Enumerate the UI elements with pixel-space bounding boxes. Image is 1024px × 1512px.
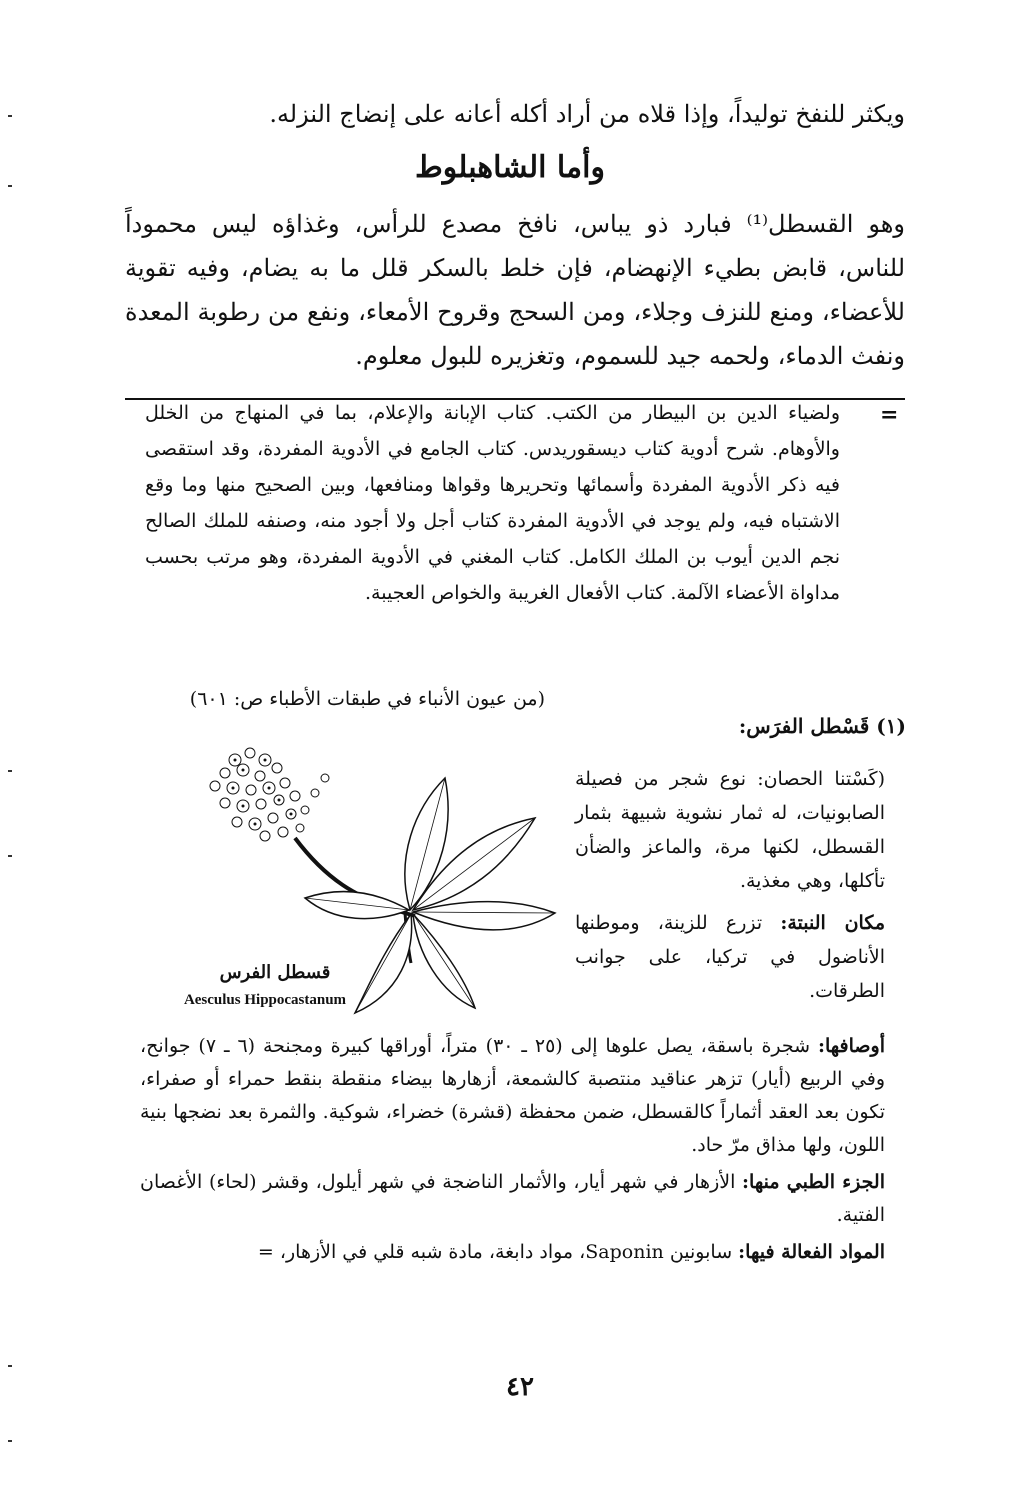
margin-mark: [8, 185, 12, 187]
figure-caption-latin: Aesculus Hippocastanum: [183, 992, 347, 1008]
main-paragraph: وهو القسطل⁽¹⁾ فبارد ذو يباس، نافخ مصدع للرأس، وغذاؤه ليس محموداً للناس، قابض بطيء الإنهضام، فإن خلط بالسكر قلل ما به يضام، وفيه تقوية للأعضاء، ومنع للنزف وجلاء، ومن السحج وقروح الأمعاء، ونفع من رطوبة المعدة ونفث الدماء، ولحمه جيد للسموم، وتغزيره للبول معلوم.: [125, 210, 905, 370]
note-heading: (١) قَسْطل الفرَس:: [738, 714, 906, 738]
margin-mark: [8, 115, 12, 117]
margin-mark: [8, 1365, 12, 1367]
footnote-source: (من عيون الأنباء في طبقات الأطباء ص: ٦٠١): [189, 688, 545, 710]
opening-line: ويكثر للنفخ توليداً، وإذا قلاه من أراد أكله أعانه على إنضاج النزله.: [269, 100, 905, 128]
margin-mark: [8, 1440, 12, 1442]
section-title: وأما الشاهبلوط: [415, 150, 605, 185]
margin-mark: [8, 770, 12, 772]
active-substances-text: سابونين Saponin، مواد دابغة، مادة شبه قلي في الأزهار، =: [257, 1241, 739, 1263]
note-place: [575, 906, 885, 1008]
footnote-text: ولضياء الدين بن البيطار من الكتب. كتاب الإبانة والإعلام، بما في المنهاج من الخلل والأوهام. شرح أدوية كتاب ديسقوريدس. كتاب الجامع في الأدوية المفردة، وقد استقصى فيه ذكر الأدوية المفردة وأسمائها وتحريرها وقواها ومنافعها، وبين الصحيح منها وما وقع الاشتباه فيه، ولم يوجد في الأدوية المفردة كتاب أجل ولا أجود منه، وصنفه للملك الصالح نجم الدين أيوب بن الملك الكامل. كتاب المغني في الأدوية المفردة، وهو مرتب بحسب مداواة الأعضاء الآلمة. كتاب الأفعال الغريبة والخواص العجيبة.: [145, 402, 840, 604]
medical-part-paragraph: [140, 1166, 885, 1232]
note-intro: (كَسْتنا الحصان: نوع شجر من فصيلة الصابونيات، له ثمار نشوية شبيهة بثمار القسطل، لكنها مرة، والماعز والضأن تأكلها، وهي مغذية.: [575, 768, 885, 892]
active-substances-label: المواد الفعالة فيها:: [738, 1241, 885, 1263]
continuation-marker: =: [880, 402, 899, 428]
description-label: أوصافها:: [817, 1035, 885, 1057]
medical-part-text: الأزهار في شهر أيار، والأثمار الناضجة في شهر أيلول، وقشر (لحاء) الأغصان الفتية.: [140, 1171, 885, 1226]
description-text: شجرة باسقة، يصل علوها إلى (٢٥ ـ ٣٠) متراً، أوراقها كبيرة ومجنحة (٦ ـ ٧) جوانح، وفي الربيع (أيار) تزهر عناقيد منتصبة كالشمعة، أزهارها بيضاء منقطة بنقط حمراء أو صفراء، تكون بعد العقد أثماراً كالقسطل، ضمن محفظة (قشرة) خضراء، شوكية. والثمرة بعد نضجها بنية اللون، ولها مذاق مرّ حاد.: [140, 1035, 885, 1156]
margin-mark: [8, 855, 12, 857]
medical-part-label: الجزء الطبي منها:: [742, 1171, 885, 1193]
page-number: ٤٢: [506, 1372, 534, 1402]
plant-details: [140, 1030, 885, 1273]
place-label: مكان النبتة:: [780, 912, 885, 934]
active-substances-paragraph: [140, 1236, 885, 1269]
place-text: تزرع للزينة، وموطنها الأناضول في تركيا، على جوانب الطرقات.: [575, 912, 885, 1002]
description-paragraph: [140, 1030, 885, 1162]
note-description-column: [575, 762, 885, 1016]
figure-caption-arabic: قسطل الفرس: [219, 962, 331, 983]
